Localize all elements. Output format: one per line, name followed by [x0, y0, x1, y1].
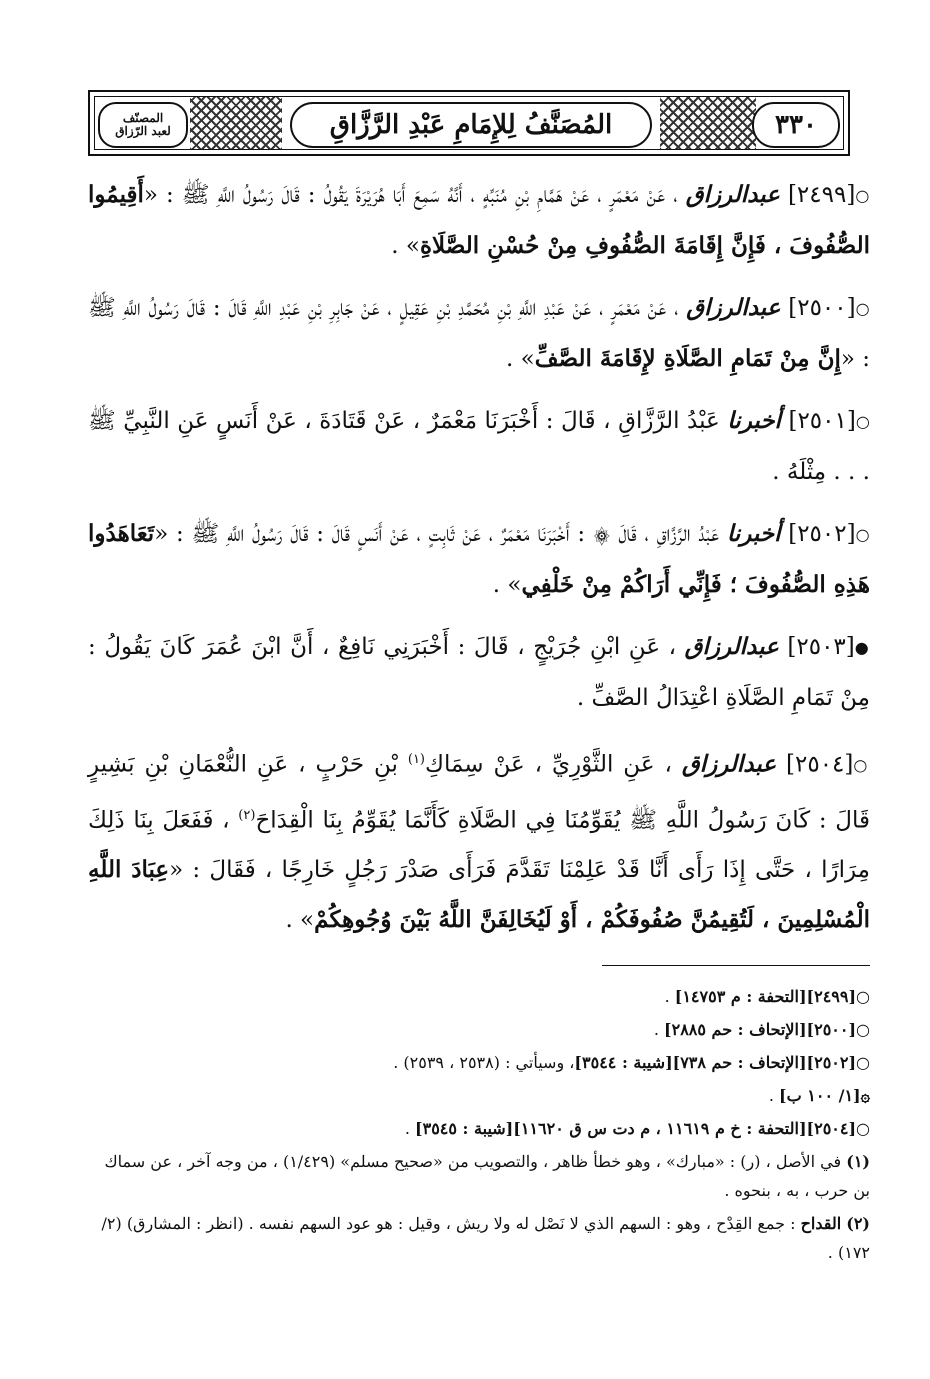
footnote-text: .	[404, 1119, 416, 1138]
matn-end: » .	[492, 572, 522, 598]
isnad-text: بْنِ حَرْبٍ ، عَنِ النُّعْمَانِ بْنِ بَشِيرٍ قَالَ : كَانَ رَسُولُ اللَّهِ ﷺ يُقَوِّمُنَا فِي الصَّلَاةِ كَأَنَّمَا يُقَوِّمُ بِنَا الْقِدَاحَ	[88, 751, 871, 834]
hadith-number: [٢٥٠٢]	[788, 521, 856, 547]
footnote-term: القداح	[800, 1214, 842, 1233]
isnad-text: عَبْدُ الرَّزَّاقِ ، قَالَ ۞ : أَخْبَرَنَا مَعْمَرٌ ، عَنْ ثَابِتٍ ، عَنْ أَنَسٍ قَالَ : قَالَ رَسُولُ اللَّهِ ﷺ : «	[154, 521, 720, 547]
footnote-text: في الأصل ، (ر) : «مبارك» ، وهو خطأ ظاهر ، والتصويب من «صحيح مسلم» (١/٤٢٩) ، من وجه آخر ، عن سماك بن حرب ، به ، بنحوه .	[104, 1152, 870, 1200]
isnad-text: ، عَنِ ابْنِ جُرَيْجٍ ، قَالَ : أَخْبَرَنِي نَافِعٌ ، أَنَّ ابْنَ عُمَرَ كَانَ يَقُولُ : مِنْ تَمَامِ الصَّلَاةِ اعْتِدَالُ الصَّفِّ .	[88, 634, 870, 711]
hadith-number: [٢٥٠٤]	[786, 751, 854, 778]
header-ornament-left	[190, 96, 282, 150]
footnote-ref: (٢)	[846, 1214, 870, 1233]
isnad-text: عَبْدُ الرَّزَّاقِ ، قَالَ : أَخْبَرَنَا مَعْمَرٌ ، عَنْ قَتَادَةَ ، عَنْ أَنَسٍ عَنِ النَّبِيِّ ﷺ . . . مِثْلَهُ .	[88, 408, 870, 485]
narrator-name: عبدالرزاق	[681, 750, 777, 778]
hadith-entry-2502	[88, 509, 870, 610]
entry-mark: ○	[853, 755, 870, 775]
entry-mark: ○	[855, 299, 871, 318]
isnad-text: ، عَنْ مَعْمَرٍ ، عَنْ عَبْدِ اللَّهِ بْنِ مُحَمَّدِ بْنِ عَقِيلٍ ، عَنْ جَابِرِ بْنِ عَبْدِ اللَّهِ قَالَ : قَالَ رَسُولُ اللَّهِ ﷺ : «	[88, 295, 870, 372]
badge-line1: المصنّف	[122, 111, 164, 125]
isnad-text: ، عَنِ الثَّوْرِيِّ ، عَنْ سِمَاكِ	[425, 751, 672, 778]
footnote-text: .	[653, 1020, 665, 1039]
narrator-name: عبدالرزاق	[684, 633, 779, 660]
header-ornament-right	[660, 96, 756, 150]
footnote-text: ، وسيأتي : (٢٥٣٨ ، ٢٥٣٩) .	[393, 1053, 575, 1072]
isnad-text: ، فَفَعَلَ بِنَا ذَلِكَ مِرَارًا ، حَتَّى إِذَا رَأَى أَنَّا قَدْ عَلِمْنَا تَقَدَّمَ فَرَأَى صَدْرَ رَجُلٍ خَارِجًا ، فَقَالَ : «	[88, 807, 870, 884]
matn-end: » .	[391, 233, 420, 259]
footnote-2	[92, 1209, 870, 1267]
narrator-name: عبدالرزاق	[686, 294, 781, 321]
footnotes	[92, 982, 870, 1271]
matn-text: عِبَادَ اللَّهِ الْمُسْلِمِينَ ، لَتُقِيمُنَّ صُفُوفَكُمْ ، أَوْ لَيُخَالِفَنَّ اللَّهُ بَيْنَ وُجُوهِكُمْ	[88, 856, 870, 934]
footnote-separator	[602, 965, 870, 966]
footnote-2499	[92, 982, 870, 1011]
footnote-text: : جمع القِدْح ، وهو : السهم الذي لا نَصْل له ولا ريش ، وقيل : هو عود السهم نفسه . (انظر : المشارق) (٢/ ١٧٢) .	[101, 1214, 870, 1262]
hadith-number: [٢٥٠١]	[788, 408, 856, 434]
footnote-ref: ○[٢٥٠٠][الإتحاف : حم ٢٨٨٥]	[664, 1020, 870, 1039]
footnote-2502	[92, 1048, 870, 1077]
hadith-entry-2499	[88, 170, 870, 271]
page-number: ٣٣٠	[752, 102, 840, 148]
book-badge	[98, 102, 188, 148]
badge-line2: لعبد الرّزاق	[115, 124, 171, 138]
footnote-2504	[92, 1114, 870, 1143]
hadith-number: [٢٥٠٣]	[787, 634, 855, 660]
entry-mark: ●	[854, 638, 870, 657]
matn-end: » .	[285, 907, 315, 934]
narrator-name: أخبرنا	[727, 407, 781, 434]
matn-text: إِنَّ مِنْ تَمَامِ الصَّلَاةِ لإِقَامَةَ الصَّفِّ	[534, 345, 841, 372]
page-header	[88, 90, 850, 156]
footnote-ref: (١)	[846, 1152, 870, 1171]
main-text	[88, 170, 870, 957]
narrator-name: عبدالرزاق	[685, 181, 780, 208]
entry-mark: ○	[855, 186, 871, 205]
entry-mark: ○	[855, 525, 870, 544]
footnote-ref-2[interactable]: (٢)	[238, 807, 256, 823]
footnote-text: .	[664, 987, 675, 1006]
isnad-text: ، عَنْ مَعْمَرٍ ، عَنْ هَمَّامِ بْنِ مُنَبِّهٍ ، أَنَّهُ سَمِعَ أَبَا هُرَيْرَةَ يَقُولُ : قَالَ رَسُولُ اللَّهِ ﷺ : «	[143, 182, 678, 208]
footnote-ref-1[interactable]: (١)	[407, 752, 425, 767]
entry-mark: ○	[855, 412, 871, 431]
footnote-ref: ○[٢٥٠٢][الإتحاف : حم ٧٣٨][شيبة : ٣٥٤٤]	[574, 1053, 870, 1072]
footnote-2500	[92, 1015, 870, 1044]
matn-end: » .	[506, 346, 535, 372]
footnote-ref: ۞[١/ ١٠٠ ب]	[779, 1086, 870, 1105]
hadith-number: [٢٤٩٩]	[787, 182, 856, 208]
matn-text: أَقِيمُوا الصُّفُوفَ ، فَإِنَّ إِقَامَةَ الصُّفُوفِ مِنْ حُسْنِ الصَّلَاةِ	[88, 181, 870, 259]
footnote-ref: ○[٢٤٩٩][التحفة : م ١٤٧٥٣]	[674, 987, 870, 1006]
hadith-number: [٢٥٠٠]	[788, 295, 856, 321]
hadith-entry-2503	[88, 622, 870, 723]
narrator-name: أخبرنا	[726, 520, 781, 547]
hadith-entry-2504	[88, 735, 870, 945]
footnote-text: .	[768, 1086, 780, 1105]
footnote-ref: ○[٢٥٠٤][التحفة : خ م ١١٦١٩ ، م دت س ق ١١٦٢٠][شيبة : ٣٥٤٥]	[415, 1119, 870, 1138]
hadith-entry-2501	[88, 396, 870, 497]
hadith-entry-2500	[88, 283, 870, 384]
footnote-folio	[92, 1081, 870, 1110]
matn-text: تَعَاهَدُوا هَذِهِ الصُّفُوفَ ؛ فَإِنِّي أَرَاكُمْ مِنْ خَلْفِي	[88, 520, 870, 598]
footnote-1	[92, 1147, 870, 1205]
book-title: المُصَنَّفُ لِلإِمَامِ عَبْدِ الرَّزَّاقِ	[290, 102, 652, 148]
